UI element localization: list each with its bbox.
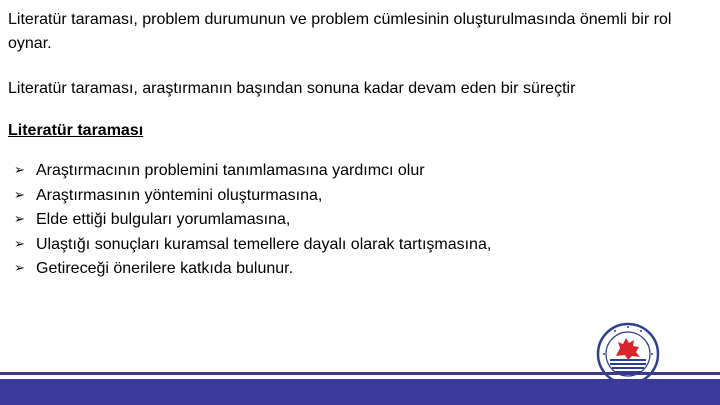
list-item-text: Ulaştığı sonuçları kuramsal temellere dayalı olarak tartışmasına, (36, 235, 492, 253)
list-item (14, 184, 491, 209)
list-item (14, 233, 491, 258)
arrow-bullet-icon: ➢ (14, 163, 25, 178)
list-item-text: Araştırmacının problemini tanımlamasına yardımcı olur (36, 162, 425, 179)
list-item-text: Elde ettiği bulguları yorumlamasına, (36, 211, 291, 228)
footer-bar (0, 379, 720, 405)
list-item-text: Araştırmasının yöntemini oluşturmasına, (36, 186, 323, 204)
arrow-bullet-icon: ➢ (14, 261, 25, 276)
university-seal-icon (596, 322, 660, 386)
list-item-text: Getireceği önerilere katkıda bulunur. (36, 260, 294, 277)
intro-paragraph: Literatür taraması, problem durumunun ve problem cümlesinin oluşturulmasında önemli bir rol oynar. (8, 11, 672, 52)
arrow-bullet-icon: ➢ (14, 236, 25, 252)
arrow-bullet-icon: ➢ (14, 212, 25, 227)
list-item (14, 159, 491, 184)
list-item (14, 257, 491, 282)
bullet-list (14, 159, 491, 282)
statement-paragraph: Literatür taraması, araştırmanın başından sonuna kadar devam eden bir süreçtir (8, 80, 576, 97)
arrow-bullet-icon: ➢ (14, 187, 25, 203)
footer-divider (0, 372, 720, 375)
list-item (14, 208, 491, 233)
section-heading: Literatür taraması (8, 122, 144, 139)
